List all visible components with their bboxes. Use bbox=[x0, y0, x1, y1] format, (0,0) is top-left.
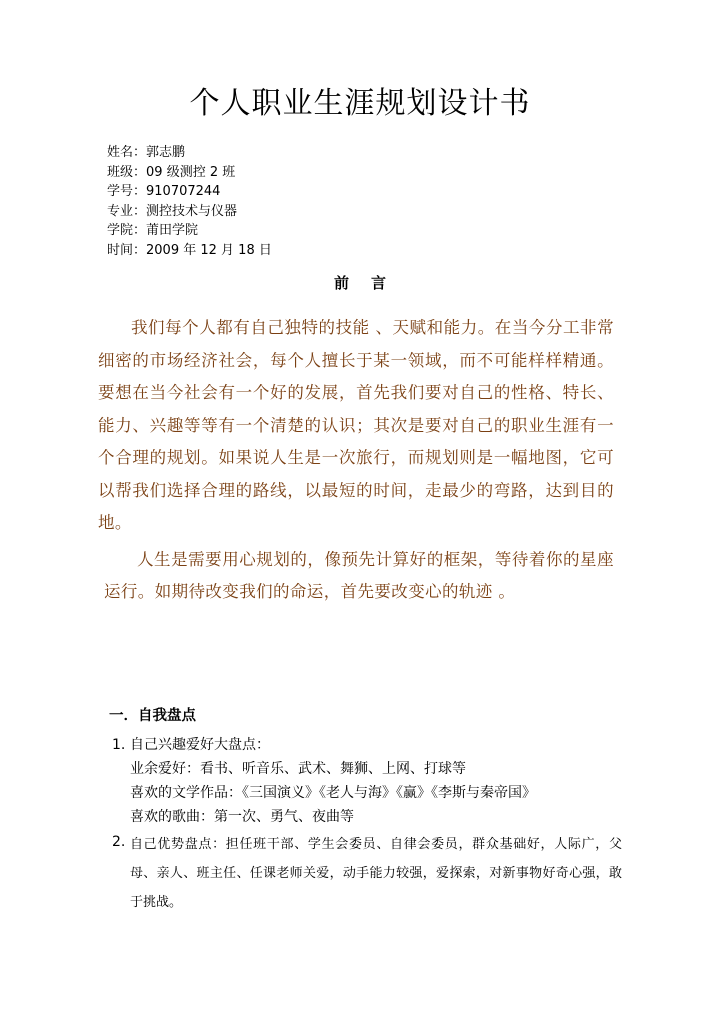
info-label: 姓名： bbox=[107, 145, 147, 160]
info-value: 09 级测控 2 班 bbox=[146, 164, 236, 180]
info-value: 910707244 bbox=[146, 184, 221, 199]
info-major bbox=[107, 202, 272, 222]
list-item-number: 2. bbox=[112, 834, 126, 850]
preface-paragraph: 我们每个人都有自己独特的技能 、天赋和能力。在当今分工非常细密的市场经济社会，每个人擅长于某一领域，而不可能样样精通。要想在当今社会有一个好的发展，首先我们要对自己的性格、特长、能力、兴趣等等有一个清楚的认识；其次是要对自己的职业生涯有一个合理的规划。如果说人生是一次旅行，而规划则是一幅地图，它可以帮我们选择合理的路线，以最短的时间，走最少的弯路，达到目的地。 bbox=[98, 318, 614, 532]
info-label: 时间： bbox=[107, 242, 147, 258]
info-value: 测控技术与仪器 bbox=[146, 203, 238, 219]
favorite-songs-line: 喜欢的歌曲：第一次、勇气、夜曲等 bbox=[130, 809, 354, 825]
info-label: 学院： bbox=[107, 223, 147, 238]
student-info bbox=[107, 143, 272, 260]
info-value: 2009 年 12 月 18 日 bbox=[146, 242, 272, 258]
info-class bbox=[107, 163, 272, 183]
info-label: 专业： bbox=[107, 203, 147, 219]
list-item-title: 自己兴趣爱好大盘点： bbox=[130, 737, 270, 753]
hobbies-line: 业余爱好：看书、听音乐、武术、舞狮、上网、打球等 bbox=[130, 761, 466, 777]
section-heading: 一．自我盘点 bbox=[109, 708, 196, 724]
info-value: 郭志鹏 bbox=[146, 145, 186, 160]
info-date bbox=[107, 241, 272, 261]
info-label: 班级： bbox=[107, 164, 147, 180]
list-item bbox=[112, 830, 622, 917]
preface-heading: 前言 bbox=[333, 274, 408, 292]
list-item-text: 自己优势盘点：担任班干部、学生会委员、自律会委员，群众基础好，人际广，父母、亲人、班主任、任课老师关爱，动手能力较强，爱探索，对新事物好奇心强，敢于挑战。 bbox=[130, 837, 622, 910]
self-inventory-list bbox=[112, 733, 622, 917]
list-item-number: 1. bbox=[112, 737, 126, 753]
preface-body bbox=[98, 312, 614, 609]
info-name bbox=[107, 143, 272, 163]
preface-paragraph: 人生是需要用心规划的，像预先计算好的框架，等待着你的星座运行。如期待改变我们的命运，首先要改变心的轨迹 。 bbox=[104, 549, 614, 601]
list-item bbox=[112, 733, 622, 757]
info-college bbox=[107, 221, 272, 241]
document-title: 个人职业生涯规划设计书 bbox=[189, 86, 531, 121]
info-value: 莆田学院 bbox=[146, 223, 199, 238]
info-student-id bbox=[107, 182, 272, 202]
favorite-books-line: 喜欢的文学作品：《三国演义》《老人与海》《赢》《李斯与秦帝国》 bbox=[130, 785, 536, 801]
info-label: 学号： bbox=[107, 184, 147, 199]
